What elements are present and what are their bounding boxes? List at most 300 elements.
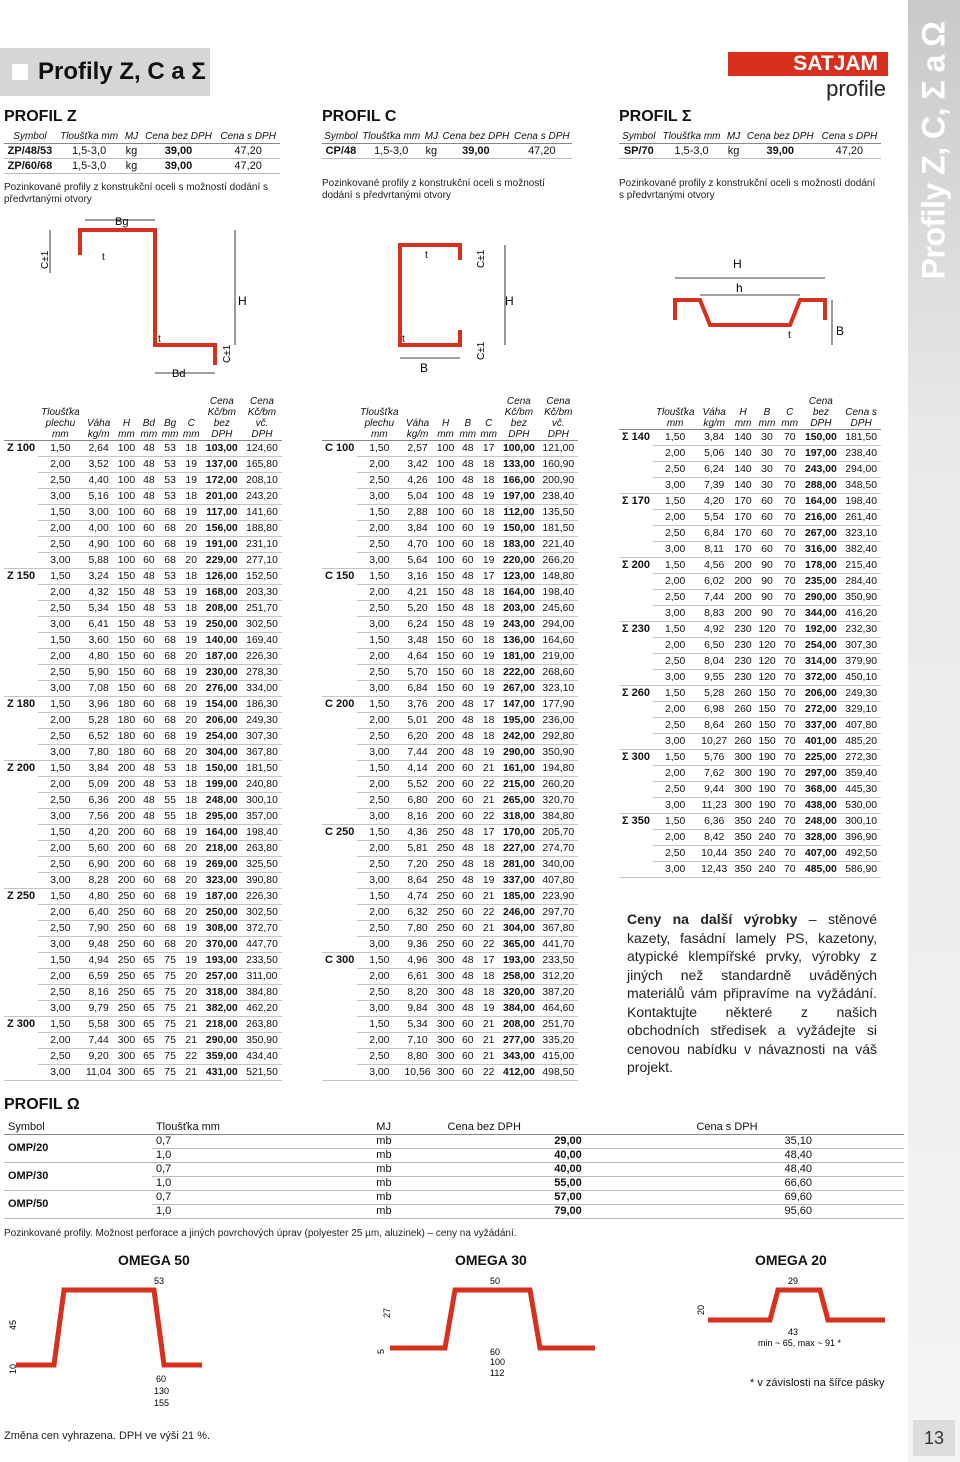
table-cell: 2,00 xyxy=(653,830,697,846)
omega50-dim-b: 60 xyxy=(156,1374,167,1384)
table-cell: 200 xyxy=(434,777,458,793)
table-cell: 265,00 xyxy=(499,793,538,809)
omega30-diagram xyxy=(370,1270,610,1380)
table-cell: 3,00 xyxy=(38,1001,83,1017)
table-cell: 2,00 xyxy=(357,841,401,857)
table-cell: 4,36 xyxy=(401,825,434,841)
omega50-diagram xyxy=(4,1270,244,1410)
table-cell: 323,10 xyxy=(539,681,578,697)
table-cell: 133,00 xyxy=(499,457,538,473)
table-cell: 75 xyxy=(159,953,180,969)
table-cell: 188,80 xyxy=(242,521,282,537)
table-cell: 294,00 xyxy=(841,462,881,478)
group-label xyxy=(322,537,357,553)
table-cell: 53 xyxy=(159,601,180,617)
table-cell: 60 xyxy=(457,777,478,793)
table-row xyxy=(4,985,282,1001)
table-cell: 21 xyxy=(478,921,499,937)
header-row xyxy=(322,130,572,144)
table-cell: 337,00 xyxy=(499,873,538,889)
table-cell: 359,00 xyxy=(202,1049,242,1065)
table-cell: 180 xyxy=(115,713,139,729)
table-cell: 150 xyxy=(115,585,139,601)
table-cell: kg xyxy=(724,144,742,159)
table-cell: 68 xyxy=(159,905,180,921)
table-cell: 2,00 xyxy=(357,1033,401,1049)
group-label xyxy=(4,953,38,969)
table-cell: 1,5-3,0 xyxy=(659,144,725,159)
page-number: 13 xyxy=(913,1420,955,1456)
table-cell: 320,00 xyxy=(499,985,538,1001)
table-cell: 4,00 xyxy=(83,521,115,537)
table-cell: 178,00 xyxy=(801,558,842,574)
table-cell: 227,00 xyxy=(499,841,538,857)
table-cell: 278,30 xyxy=(242,665,282,681)
table-cell: 11,04 xyxy=(83,1065,115,1081)
table-cell: 249,30 xyxy=(841,686,881,702)
table-cell: 281,00 xyxy=(499,857,538,873)
table-cell: 19 xyxy=(478,745,499,761)
table-cell: 9,48 xyxy=(83,937,115,953)
table-cell: 343,00 xyxy=(499,1049,538,1065)
table-cell: 314,00 xyxy=(801,654,842,670)
table-cell: 2,50 xyxy=(38,985,83,1001)
table-cell: 70 xyxy=(779,542,801,558)
table-row xyxy=(322,857,578,873)
table-cell: 304,00 xyxy=(202,745,242,761)
z-dim-t2: t xyxy=(158,334,161,345)
table-cell: 21 xyxy=(181,1017,202,1033)
table-cell: 194,80 xyxy=(539,761,578,777)
table-cell: 53 xyxy=(159,457,180,473)
profil-z-table xyxy=(4,130,280,174)
table-cell: 201,00 xyxy=(202,489,242,505)
table-cell: 60 xyxy=(138,633,159,649)
table-cell: 3,76 xyxy=(401,697,434,713)
table-row xyxy=(4,505,282,521)
col-header: Tloušťka mm xyxy=(653,396,697,430)
table-cell: 407,80 xyxy=(539,873,578,889)
table-cell: 251,70 xyxy=(242,601,282,617)
z-price-table xyxy=(4,396,282,1081)
table-row xyxy=(322,697,578,713)
table-row xyxy=(322,649,578,665)
table-cell: 20 xyxy=(181,969,202,985)
table-cell: 200 xyxy=(115,857,139,873)
omega20-dim-w: min ~ 65, max ~ 91 * xyxy=(758,1338,842,1348)
table-cell: 300 xyxy=(731,750,755,766)
table-cell: 18 xyxy=(181,761,202,777)
table-cell: 40,00 xyxy=(444,1149,693,1163)
table-cell: 68 xyxy=(159,745,180,761)
group-label xyxy=(4,793,38,809)
table-row xyxy=(4,665,282,681)
table-cell: 17 xyxy=(478,825,499,841)
table-row xyxy=(4,697,282,713)
group-label xyxy=(619,702,653,718)
group-label xyxy=(4,553,38,569)
table-cell: 48 xyxy=(457,729,478,745)
table-cell: 55,00 xyxy=(444,1177,693,1191)
table-cell: 60 xyxy=(755,542,779,558)
table-cell: 230,00 xyxy=(202,665,242,681)
table-cell: 2,00 xyxy=(38,457,83,473)
table-cell: 2,50 xyxy=(38,921,83,937)
table-cell: 1,50 xyxy=(357,825,401,841)
table-cell: 60 xyxy=(457,1017,478,1033)
table-cell: 65 xyxy=(138,1017,159,1033)
table-cell: 276,00 xyxy=(202,681,242,697)
table-cell: 60 xyxy=(457,649,478,665)
table-cell: 21 xyxy=(478,761,499,777)
col-header: Tloušťka mm xyxy=(360,130,423,144)
table-cell: 18 xyxy=(478,585,499,601)
table-cell: 150 xyxy=(115,649,139,665)
table-cell: 17 xyxy=(478,569,499,585)
table-cell: 200 xyxy=(115,873,139,889)
table-cell: 243,00 xyxy=(499,617,538,633)
table-cell: 1,5-3,0 xyxy=(56,159,122,174)
table-cell: 70 xyxy=(779,862,801,878)
table-cell: 19 xyxy=(181,921,202,937)
header-row xyxy=(4,1120,904,1135)
table-row xyxy=(322,144,572,159)
table-cell: 65 xyxy=(138,1033,159,1049)
table-cell: mb xyxy=(372,1135,443,1149)
table-cell: 3,00 xyxy=(357,681,401,697)
table-cell: 233,50 xyxy=(242,953,282,969)
table-row xyxy=(619,542,881,558)
omega30-dim-h: 27 xyxy=(382,1307,392,1318)
table-cell: 200 xyxy=(115,809,139,825)
table-cell: 68 xyxy=(159,681,180,697)
group-label xyxy=(619,478,653,494)
page-title: Profily Z, C a Σ xyxy=(38,58,206,85)
table-cell: 337,00 xyxy=(801,718,842,734)
table-cell: 53 xyxy=(159,761,180,777)
table-cell: 5,01 xyxy=(401,713,434,729)
table-cell: 272,00 xyxy=(801,702,842,718)
table-cell: 8,83 xyxy=(697,606,731,622)
group-label: C 150 xyxy=(325,570,355,583)
group-label xyxy=(322,1001,357,1017)
table-cell: 53 xyxy=(159,569,180,585)
table-cell: 240 xyxy=(755,846,779,862)
table-cell: 5,34 xyxy=(401,1017,434,1033)
group-label xyxy=(619,542,653,558)
group-label: Z 250 xyxy=(7,890,36,903)
table-cell: 1,50 xyxy=(38,505,83,521)
table-cell: 295,00 xyxy=(202,809,242,825)
group-label xyxy=(322,505,357,521)
table-cell: 344,00 xyxy=(801,606,842,622)
table-cell: 1,50 xyxy=(357,889,401,905)
table-cell: 150 xyxy=(434,665,458,681)
table-cell: 48 xyxy=(138,777,159,793)
table-cell: 190 xyxy=(755,798,779,814)
col-header: Cena bez DPH xyxy=(440,130,512,144)
table-cell: 68 xyxy=(159,937,180,953)
group-label xyxy=(4,1049,38,1065)
col-header: Cena bez DPH xyxy=(801,396,842,430)
group-label xyxy=(619,526,653,542)
table-cell: 170 xyxy=(731,510,755,526)
col-header: MJ xyxy=(724,130,742,144)
table-cell: 307,30 xyxy=(242,729,282,745)
table-cell: 3,00 xyxy=(357,489,401,505)
table-cell: 200 xyxy=(731,558,755,574)
table-cell: 68 xyxy=(159,521,180,537)
table-cell: mb xyxy=(372,1149,443,1163)
table-cell: 181,00 xyxy=(499,649,538,665)
table-cell: 2,50 xyxy=(38,729,83,745)
table-cell: 219,00 xyxy=(539,649,578,665)
table-cell: 100 xyxy=(115,537,139,553)
table-cell: 1,50 xyxy=(653,686,697,702)
table-cell: 1,50 xyxy=(653,430,697,446)
table-row xyxy=(322,921,578,937)
table-row xyxy=(4,159,280,174)
table-cell: 20 xyxy=(181,713,202,729)
table-cell: 5,54 xyxy=(697,510,731,526)
header-row xyxy=(619,130,881,144)
table-cell: 5,28 xyxy=(697,686,731,702)
table-cell: 150,00 xyxy=(499,521,538,537)
table-cell: 19 xyxy=(478,1001,499,1017)
table-cell: 0,7 xyxy=(152,1191,372,1205)
s-dim-h: H xyxy=(733,257,742,271)
table-cell: 18 xyxy=(181,441,202,457)
table-cell: 68 xyxy=(159,841,180,857)
table-cell: 30 xyxy=(755,446,779,462)
table-cell: 222,00 xyxy=(499,665,538,681)
group-label xyxy=(4,937,38,953)
logo-sub: profile xyxy=(826,76,886,101)
col-header: Symbol xyxy=(619,130,659,144)
table-row xyxy=(322,713,578,729)
col-header: B mm xyxy=(457,396,478,441)
table-cell: 193,00 xyxy=(499,953,538,969)
table-cell: mb xyxy=(372,1191,443,1205)
omega30-dim-top: 50 xyxy=(490,1276,501,1286)
table-cell: 7,80 xyxy=(401,921,434,937)
group-label xyxy=(322,1033,357,1049)
table-row xyxy=(4,649,282,665)
table-cell: 2,00 xyxy=(38,649,83,665)
omega50-dim-w: 155 xyxy=(154,1398,170,1408)
table-row xyxy=(619,494,881,510)
group-label xyxy=(322,649,357,665)
z-dim-bg: Bg xyxy=(115,216,129,228)
group-label: C 100 xyxy=(325,442,355,455)
table-cell: 147,00 xyxy=(499,697,538,713)
group-label xyxy=(4,809,38,825)
table-cell: 2,50 xyxy=(357,729,401,745)
satjam-logo xyxy=(728,52,888,100)
table-cell: 200 xyxy=(434,745,458,761)
group-label xyxy=(4,841,38,857)
table-cell: 48,40 xyxy=(692,1149,904,1163)
table-cell: 19 xyxy=(478,681,499,697)
table-cell: 5,76 xyxy=(697,750,731,766)
profil-c-desc: Pozinkované profily z konstrukční oceli s možností dodání s předvrtanými otvory xyxy=(322,178,545,201)
group-label xyxy=(619,590,653,606)
table-cell: 70 xyxy=(779,462,801,478)
table-cell: OMP/50 xyxy=(4,1191,152,1219)
table-row xyxy=(4,969,282,985)
table-cell: 1,50 xyxy=(38,697,83,713)
table-cell: 70 xyxy=(779,574,801,590)
table-cell: 2,00 xyxy=(653,702,697,718)
table-cell: 48 xyxy=(457,953,478,969)
table-cell: 1,50 xyxy=(653,558,697,574)
group-label xyxy=(4,857,38,873)
table-cell: 249,30 xyxy=(242,713,282,729)
table-cell: 19 xyxy=(181,473,202,489)
group-label xyxy=(4,729,38,745)
table-cell: 20 xyxy=(181,745,202,761)
table-cell: 498,50 xyxy=(539,1065,578,1081)
table-cell: 447,70 xyxy=(242,937,282,953)
table-cell: 180 xyxy=(115,697,139,713)
table-cell: 1,50 xyxy=(357,761,401,777)
table-cell: 323,00 xyxy=(202,873,242,889)
table-cell: 4,64 xyxy=(401,649,434,665)
table-cell: 47,20 xyxy=(818,144,881,159)
group-label: Z 100 xyxy=(7,442,36,455)
table-row xyxy=(322,521,578,537)
table-cell: 165,80 xyxy=(242,457,282,473)
table-cell: 100 xyxy=(115,489,139,505)
table-cell: 180 xyxy=(115,729,139,745)
table-cell: 2,00 xyxy=(38,969,83,985)
table-cell: 100 xyxy=(115,441,139,457)
table-cell: 70 xyxy=(779,446,801,462)
table-cell: 150 xyxy=(755,718,779,734)
table-cell: 226,30 xyxy=(242,889,282,905)
table-row xyxy=(4,857,282,873)
table-cell: 9,20 xyxy=(83,1049,115,1065)
table-cell: 70 xyxy=(779,734,801,750)
table-cell: 3,00 xyxy=(357,1001,401,1017)
table-cell: 485,20 xyxy=(841,734,881,750)
table-cell: 3,84 xyxy=(401,521,434,537)
group-label xyxy=(322,585,357,601)
table-cell: 137,00 xyxy=(202,457,242,473)
table-cell: 70 xyxy=(779,494,801,510)
table-cell: 60 xyxy=(755,510,779,526)
table-cell: 407,80 xyxy=(841,718,881,734)
table-cell: 272,30 xyxy=(841,750,881,766)
table-cell: 200 xyxy=(115,825,139,841)
table-cell: 48 xyxy=(457,617,478,633)
table-cell: 48 xyxy=(138,489,159,505)
col-header: Cena s DPH xyxy=(692,1120,904,1135)
group-label xyxy=(322,521,357,537)
table-cell: 2,00 xyxy=(357,905,401,921)
z-dim-c1: C±1 xyxy=(40,250,51,269)
table-row xyxy=(322,1049,578,1065)
table-cell: 4,94 xyxy=(83,953,115,969)
table-cell: 384,00 xyxy=(499,1001,538,1017)
table-cell: 8,20 xyxy=(401,985,434,1001)
table-cell: 90 xyxy=(755,558,779,574)
table-cell: 2,50 xyxy=(653,846,697,862)
table-cell: 79,00 xyxy=(444,1205,693,1219)
table-row xyxy=(619,526,881,542)
table-cell: 11,23 xyxy=(697,798,731,814)
table-cell: 1,0 xyxy=(152,1205,372,1219)
table-cell: 3,00 xyxy=(38,489,83,505)
col-header: Cena s DPH xyxy=(512,130,572,144)
group-label xyxy=(619,446,653,462)
table-cell: 169,40 xyxy=(242,633,282,649)
table-row xyxy=(619,862,881,878)
table-cell: 150 xyxy=(755,686,779,702)
col-header: Tloušťka plechu mm xyxy=(357,396,401,441)
table-cell: 2,00 xyxy=(357,585,401,601)
table-cell: 1,50 xyxy=(357,569,401,585)
table-cell: 39,00 xyxy=(440,144,512,159)
group-label xyxy=(4,1033,38,1049)
table-row xyxy=(4,889,282,905)
table-cell: 5,28 xyxy=(83,713,115,729)
table-cell: 39,00 xyxy=(141,144,217,159)
table-cell: 250 xyxy=(434,937,458,953)
table-cell: 218,00 xyxy=(202,1017,242,1033)
table-cell: 2,50 xyxy=(38,857,83,873)
table-cell: 95,60 xyxy=(692,1205,904,1219)
table-cell: 5,60 xyxy=(83,841,115,857)
table-cell: 372,70 xyxy=(242,921,282,937)
table-cell: 10,27 xyxy=(697,734,731,750)
table-cell: 3,00 xyxy=(357,937,401,953)
table-cell: 21 xyxy=(181,1001,202,1017)
group-label xyxy=(4,969,38,985)
table-cell: 6,84 xyxy=(401,681,434,697)
side-title xyxy=(908,0,960,300)
table-cell: 5,58 xyxy=(83,1017,115,1033)
c-dim-b: B xyxy=(420,361,429,375)
table-cell: 328,00 xyxy=(801,830,842,846)
table-cell: 254,00 xyxy=(202,729,242,745)
group-label xyxy=(4,905,38,921)
table-row xyxy=(4,473,282,489)
table-cell: 48 xyxy=(457,857,478,873)
table-cell: 60 xyxy=(138,553,159,569)
table-cell: 48 xyxy=(457,569,478,585)
table-cell: 2,00 xyxy=(653,574,697,590)
table-cell: 250,00 xyxy=(202,617,242,633)
omega20-dim-h: 20 xyxy=(696,1304,706,1315)
group-label xyxy=(322,857,357,873)
table-cell: 100 xyxy=(434,489,458,505)
table-cell: 10,44 xyxy=(697,846,731,862)
table-cell: 350 xyxy=(731,862,755,878)
table-cell: 164,60 xyxy=(539,633,578,649)
table-cell: 2,00 xyxy=(38,585,83,601)
table-cell: 6,59 xyxy=(83,969,115,985)
table-cell: 17 xyxy=(478,441,499,457)
table-cell: 60 xyxy=(138,921,159,937)
col-header: H mm xyxy=(115,396,139,441)
table-cell: 60 xyxy=(457,665,478,681)
table-cell: 200 xyxy=(731,606,755,622)
group-label xyxy=(619,462,653,478)
table-cell: 60 xyxy=(457,793,478,809)
table-cell: 4,26 xyxy=(401,473,434,489)
table-cell: 250 xyxy=(115,953,139,969)
